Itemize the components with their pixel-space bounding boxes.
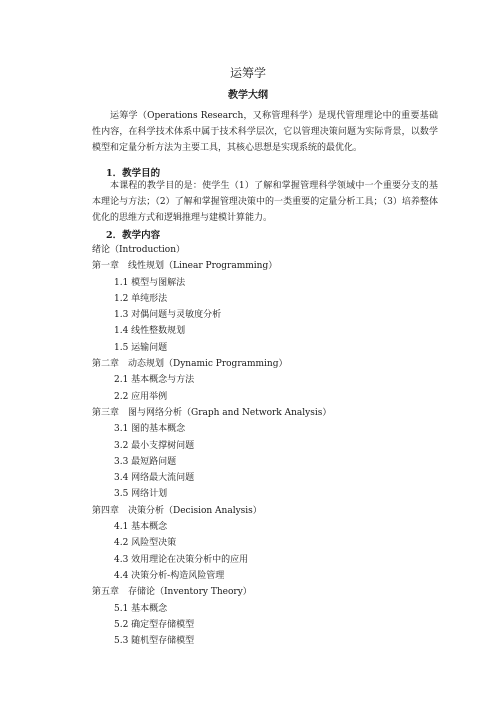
outline-chapter: 第二章 动态规划（Dynamic Programming） bbox=[92, 359, 288, 370]
outline-subsection: 5.2 确定型存储模型 bbox=[114, 619, 195, 630]
course-outline bbox=[92, 242, 331, 649]
outline-subsection: 3.3 最短路问题 bbox=[114, 456, 177, 467]
section-heading-content: 2．教学内容 bbox=[106, 230, 161, 241]
outline-subsection: 4.4 决策分析-构造风险管理 bbox=[114, 570, 225, 581]
outline-subsection: 5.1 基本概念 bbox=[114, 603, 168, 614]
section-heading-purpose: 1．教学目的 bbox=[106, 168, 161, 179]
intro-paragraph: 运筹学（Operations Research，又称管理科学）是现代管理理论中的重要基础性内容，在科学技术体系中属于技术科学层次，它以管理决策问题为实际背景，以数学模型和定量分析方法为主要工具，其核心思想是实现系统的最优化。 bbox=[92, 111, 438, 153]
outline-subsection: 1.2 单纯形法 bbox=[114, 293, 168, 304]
document-subtitle: 教学大纲 bbox=[228, 90, 268, 101]
outline-subsection: 4.3 效用理论在决策分析中的应用 bbox=[114, 554, 249, 565]
outline-subsection: 3.2 最小支撑树问题 bbox=[114, 440, 195, 451]
document-title: 运筹学 bbox=[229, 66, 266, 80]
outline-chapter: 第五章 存储论（Inventory Theory） bbox=[92, 587, 252, 598]
outline-subsection: 2.1 基本概念与方法 bbox=[114, 375, 195, 386]
outline-chapter: 第一章 线性规划（Linear Programming） bbox=[92, 261, 278, 272]
outline-chapter: 第四章 决策分析（Decision Analysis） bbox=[92, 505, 262, 516]
outline-subsection: 3.4 网络最大流问题 bbox=[114, 473, 195, 484]
outline-subsection: 2.2 应用举例 bbox=[114, 391, 168, 402]
outline-subsection: 1.4 线性整数规划 bbox=[114, 326, 186, 337]
outline-subsection: 5.3 随机型存储模型 bbox=[114, 636, 195, 647]
outline-subsection: 1.1 模型与图解法 bbox=[114, 277, 186, 288]
outline-chapter: 绪论（Introduction） bbox=[92, 245, 185, 255]
outline-subsection: 3.5 网络计划 bbox=[114, 489, 168, 500]
outline-subsection: 4.1 基本概念 bbox=[114, 522, 168, 533]
purpose-paragraph: 本课程的教学目的是：使学生（1）了解和掌握管理科学领域中一个重要分支的基本理论与方法；（2）了解和掌握管理决策中的一类重要的定量分析工具；（3）培养整体优化的思维方式和逻辑推理与建模计算能力。 bbox=[92, 181, 438, 223]
outline-subsection: 1.5 运输问题 bbox=[114, 342, 168, 353]
outline-subsection: 1.3 对偶问题与灵敏度分析 bbox=[114, 310, 222, 321]
outline-chapter: 第三章 图与网络分析（Graph and Network Analysis） bbox=[92, 407, 332, 418]
outline-subsection: 4.2 风险型决策 bbox=[114, 538, 177, 549]
outline-subsection: 3.1 图的基本概念 bbox=[114, 424, 186, 435]
